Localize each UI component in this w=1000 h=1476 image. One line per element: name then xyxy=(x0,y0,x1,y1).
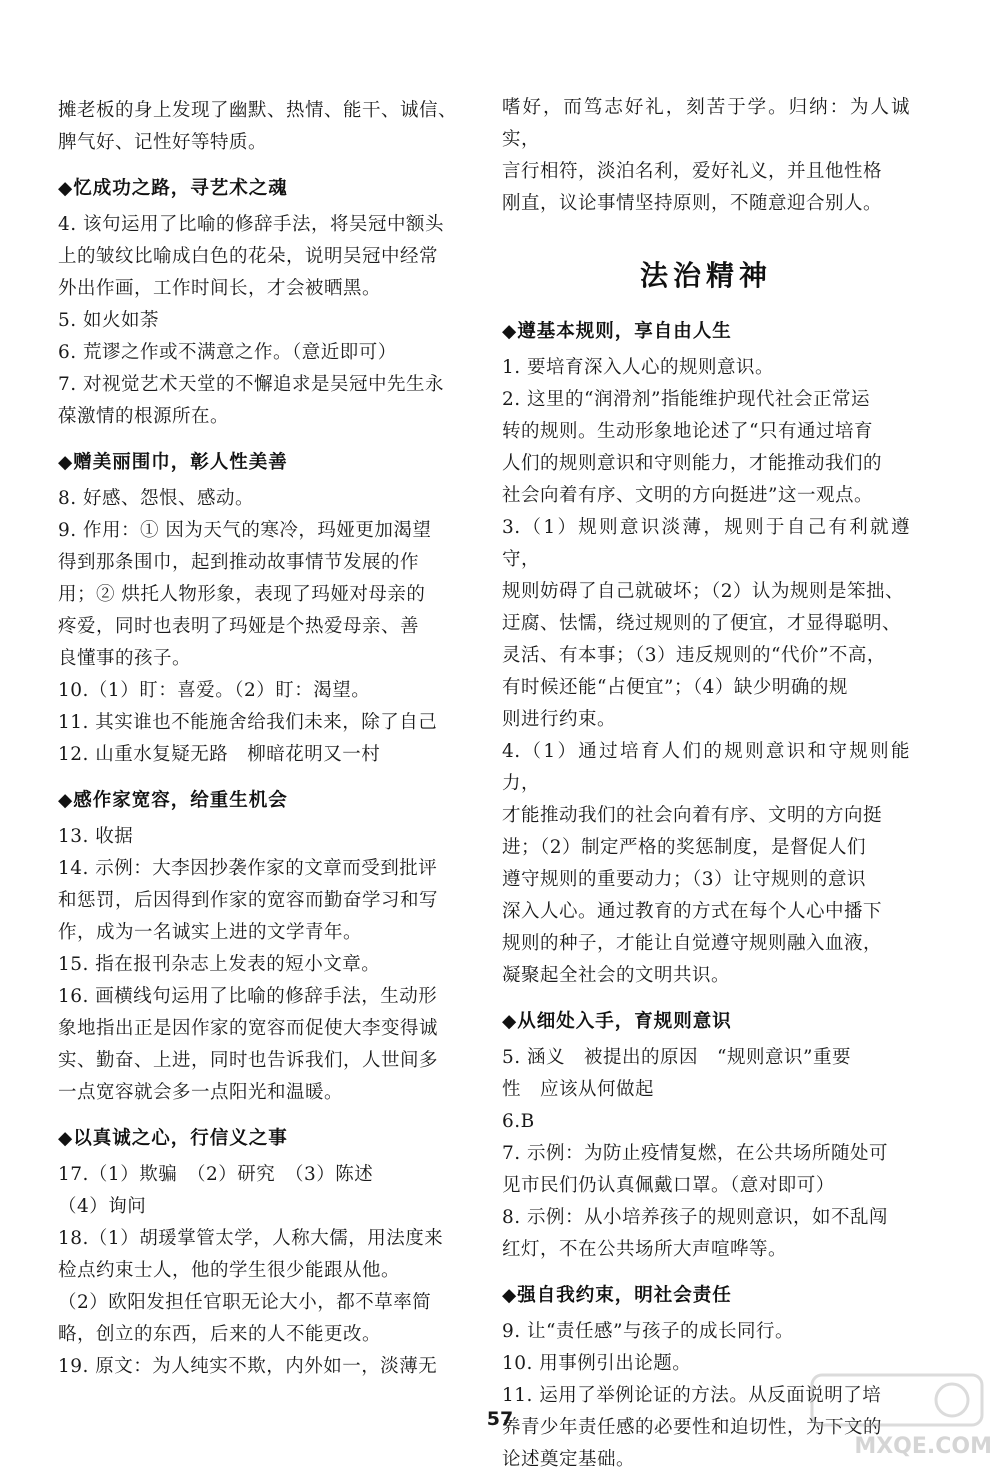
section-heading: ◆忆成功之路，寻艺术之魂 xyxy=(58,178,288,199)
section-heading: ◆赠美丽围巾，彰人性美善 xyxy=(58,452,288,473)
text-line: 10.（1）盯：喜爱。（2）盯：渴望。 xyxy=(58,680,371,701)
text-line: 11. 其实谁也不能施舍给我们未来，除了自己 xyxy=(58,712,438,733)
section-heading: ◆以真诚之心，行信义之事 xyxy=(58,1128,288,1149)
text-line: 9. 作用：① 因为天气的寒冷，玛娅更加渴望 xyxy=(58,520,432,541)
section-heading: ◆从细处入手，育规则意识 xyxy=(502,1011,732,1032)
text-line: 规则妨碍了自己就破坏；（2）认为规则是笨拙、 xyxy=(502,581,905,602)
text-line: 实、勤奋、上进，同时也告诉我们，人世间多 xyxy=(58,1050,439,1071)
text-line: 社会向着有序、文明的方向挺进”这一观点。 xyxy=(502,485,873,506)
text-line: 4.（1）通过培育人们的规则意识和守规则能力， xyxy=(502,741,910,794)
text-line: 作，成为一名诚实上进的文学青年。 xyxy=(58,922,363,943)
text-line: （2）欧阳发担任官职无论大小，都不草率简 xyxy=(58,1292,432,1313)
text-line: 13. 收据 xyxy=(58,826,134,847)
text-line: 12. 山重水复疑无路 柳暗花明又一村 xyxy=(58,744,381,765)
text-line: 刚直，议论事情坚持原则，不随意迎合别人。 xyxy=(502,193,883,214)
text-line: 得到那条围巾，起到推动故事情节发展的作 xyxy=(58,552,420,573)
text-line: 性 应该从何做起 xyxy=(502,1079,655,1100)
text-line: 言行相符，淡泊名利，爱好礼义，并且他性格 xyxy=(502,161,883,182)
text-line: 18.（1）胡瑗掌管太学，人称大儒，用法度来 xyxy=(58,1228,444,1249)
text-line: 嗜好，而笃志好礼，刻苦于学。归纳：为人诚实， xyxy=(502,97,910,150)
text-line: 8. 示例：从小培养孩子的规则意识，如不乱闯 xyxy=(502,1207,889,1228)
text-line: 外出作画，工作时间长，才会被晒黑。 xyxy=(58,278,382,299)
text-line: 脾气好、记性好等特质。 xyxy=(58,132,268,153)
text-line: 红灯，不在公共场所大声喧哗等。 xyxy=(502,1239,788,1260)
text-line: 19. 原文：为人纯实不欺，内外如一，淡薄无 xyxy=(58,1356,438,1377)
section-heading: ◆感作家宽容，给重生机会 xyxy=(58,790,288,811)
text-line: 进；（2）制定严格的奖惩制度，是督促人们 xyxy=(502,837,867,858)
text-line: 规则的种子，才能让自觉遵守规则融入血液， xyxy=(502,933,883,954)
text-line: 一点宽容就会多一点阳光和温暖。 xyxy=(58,1082,344,1103)
text-line: 17.（1）欺骗 （2）研究 （3）陈述 xyxy=(58,1164,374,1185)
text-line: 转的规则。生动形象地论述了“只有通过培育 xyxy=(502,421,873,442)
text-line: 检点约束士人，他的学生很少能跟从他。 xyxy=(58,1260,401,1281)
chapter-title: 法治精神 xyxy=(639,259,772,292)
text-line: 养青少年责任感的必要性和迫切性，为下文的 xyxy=(502,1417,883,1438)
text-line: 才能推动我们的社会向着有序、文明的方向挺 xyxy=(502,805,883,826)
right-column xyxy=(502,92,910,1476)
text-line: 3.（1）规则意识淡薄，规则于自己有利就遵守， xyxy=(502,517,910,570)
text-line: 疼爱，同时也表明了玛娅是个热爱母亲、善 xyxy=(58,616,420,637)
text-line: 7. 示例：为防止疫情复燃，在公共场所随处可 xyxy=(502,1143,889,1164)
text-line: 14. 示例：大李因抄袭作家的文章而受到批评 xyxy=(58,858,438,879)
text-line: 15. 指在报刊杂志上发表的短小文章。 xyxy=(58,954,381,975)
text-line: 5. 如火如荼 xyxy=(58,310,160,331)
text-line: 10. 用事例引出论题。 xyxy=(502,1353,692,1374)
text-line: 8. 好感、怨恨、感动。 xyxy=(58,488,255,509)
left-column xyxy=(58,95,466,1383)
text-line: 用；② 烘托人物形象，表现了玛娅对母亲的 xyxy=(58,584,426,605)
text-line: 5. 涵义 被提出的原因 “规则意识”重要 xyxy=(502,1047,851,1068)
text-line: 摊老板的身上发现了幽默、热情、能干、诚信、 xyxy=(58,100,458,121)
text-line: 6. 荒谬之作或不满意之作。（意近即可） xyxy=(58,342,397,363)
text-line: 凝聚起全社会的文明共识。 xyxy=(502,965,731,986)
text-line: 6.B xyxy=(502,1111,535,1132)
text-line: 2. 这里的“润滑剂”指能维护现代社会正常运 xyxy=(502,389,870,410)
watermark-text: MXQE.COM xyxy=(854,1434,992,1459)
text-line: 1. 要培育深入人心的规则意识。 xyxy=(502,357,775,378)
text-line: 4. 该句运用了比喻的修辞手法，将吴冠中额头 xyxy=(58,214,445,235)
text-line: 略，创立的东西，后来的人不能更改。 xyxy=(58,1324,382,1345)
text-line: 则进行约束。 xyxy=(502,709,617,730)
text-line: 7. 对视觉艺术天堂的不懈追求是吴冠中先生永 xyxy=(58,374,445,395)
text-line: 良懂事的孩子。 xyxy=(58,648,192,669)
text-line: 和惩罚，后因得到作家的宽容而勤奋学习和写 xyxy=(58,890,439,911)
text-line: 上的皱纹比喻成白色的花朵，说明吴冠中经常 xyxy=(58,246,439,267)
section-heading: ◆强自我约束，明社会责任 xyxy=(502,1285,732,1306)
page-number: 57 xyxy=(486,1408,514,1430)
text-line: （4）询问 xyxy=(58,1196,147,1217)
text-line: 象地指出正是因作家的宽容而促使大李变得诚 xyxy=(58,1018,439,1039)
text-line: 见市民们仍认真佩戴口罩。（意对即可） xyxy=(502,1175,835,1196)
text-line: 遵守规则的重要动力；（3）让守规则的意识 xyxy=(502,869,867,890)
text-line: 9. 让“责任感”与孩子的成长同行。 xyxy=(502,1321,794,1342)
section-heading: ◆遵基本规则，享自由人生 xyxy=(502,321,732,342)
text-line: 人们的规则意识和守则能力，才能推动我们的 xyxy=(502,453,883,474)
text-line: 11. 运用了举例论证的方法。从反面说明了培 xyxy=(502,1385,882,1406)
text-line: 葆激情的根源所在。 xyxy=(58,406,230,427)
text-line: 论述奠定基础。 xyxy=(502,1449,636,1470)
text-line: 灵活、有本事；（3）违反规则的“代价”不高， xyxy=(502,645,886,666)
watermark-logo xyxy=(802,1369,992,1459)
text-line: 有时候还能“占便宜”；（4）缺少明确的规 xyxy=(502,677,848,698)
text-line: 迂腐、怯懦，绕过规则的了便宜，才显得聪明、 xyxy=(502,613,902,634)
text-line: 深入人心。通过教育的方式在每个人心中播下 xyxy=(502,901,883,922)
text-line: 16. 画横线句运用了比喻的修辞手法，生动形 xyxy=(58,986,438,1007)
